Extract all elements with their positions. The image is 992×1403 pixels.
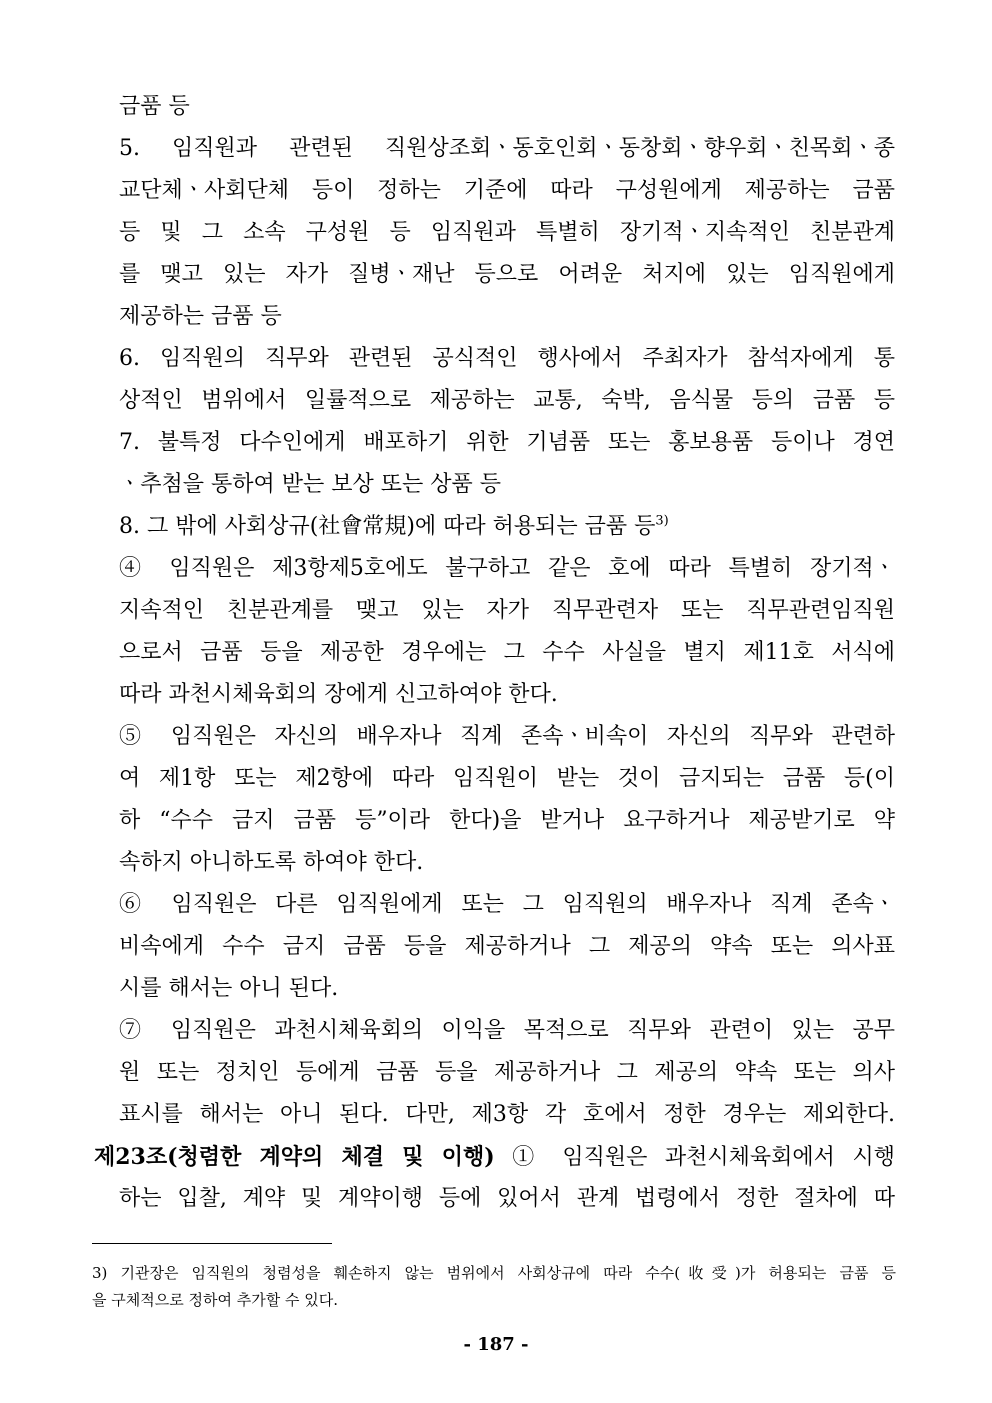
body-line: 금품 등 [119, 94, 190, 119]
body-line: ⑦ 임직원은 과천시체육회의 이익을 목적으로 직무와 관련이 있는 공무 [119, 1018, 895, 1043]
article-continuation: 하는 입찰, 계약 및 계약이행 등에 있어서 관계 법령에서 정한 절차에 따 [119, 1186, 895, 1211]
body-line: ⑥ 임직원은 다른 임직원에게 또는 그 임직원의 배우자나 직계 존속ㆍ [119, 892, 895, 917]
footnote-reference: 3) [655, 513, 669, 529]
body-line: 시를 해서는 아니 된다. [119, 976, 339, 1001]
body-line: 으로서 금품 등을 제공한 경우에는 그 수수 사실을 별지 제11호 서식에 [119, 640, 895, 665]
body-line: 따라 과천시체육회의 장에게 신고하여야 한다. [119, 682, 558, 707]
body-line: 를 맺고 있는 자가 질병ㆍ재난 등으로 어려운 처지에 있는 임직원에게 [119, 262, 895, 287]
body-line: 속하지 아니하도록 하여야 한다. [119, 850, 424, 875]
body-line: 지속적인 친분관계를 맺고 있는 자가 직무관련자 또는 직무관련임직원 [119, 598, 895, 623]
body-line: 등 및 그 소속 구성원 등 임직원과 특별히 장기적ㆍ지속적인 친분관계 [119, 220, 895, 245]
article-heading-line [94, 1142, 895, 1173]
body-line: 5. 임직원과 관련된 직원상조회ㆍ동호인회ㆍ동창회ㆍ향우회ㆍ친목회ㆍ종 [119, 136, 895, 161]
footnote-line: 을 구체적으로 정하여 추가할 수 있다. [92, 1291, 338, 1309]
body-line: ⑤ 임직원은 자신의 배우자나 직계 존속ㆍ비속이 자신의 직무와 관련하 [119, 724, 895, 749]
body-line: 상적인 범위에서 일률적으로 제공하는 교통, 숙박, 음식물 등의 금품 등 [119, 388, 895, 413]
body-line: ㆍ추첨을 통하여 받는 보상 또는 상품 등 [119, 472, 501, 497]
body-line: 여 제1항 또는 제2항에 따라 임직원이 받는 것이 금지되는 금품 등(이 [119, 766, 895, 791]
footnote-divider [92, 1243, 332, 1244]
body-line: 표시를 해서는 아니 된다. 다만, 제3항 각 호에서 정한 경우는 제외한다. [119, 1102, 895, 1127]
body-line: 제공하는 금품 등 [119, 304, 282, 329]
body-line: 비속에게 수수 금지 금품 등을 제공하거나 그 제공의 약속 또는 의사표 [119, 934, 895, 959]
body-line: 원 또는 정치인 등에게 금품 등을 제공하거나 그 제공의 약속 또는 의사 [119, 1060, 895, 1085]
body-line: ④ 임직원은 제3항제5호에도 불구하고 같은 호에 따라 특별히 장기적ㆍ [119, 556, 895, 581]
body-line: 교단체ㆍ사회단체 등이 정하는 기준에 따라 구성원에게 제공하는 금품 [119, 178, 895, 203]
body-line: 7. 불특정 다수인에게 배포하기 위한 기념품 또는 홍보용품 등이나 경연 [119, 430, 895, 455]
body-line: 6. 임직원의 직무와 관련된 공식적인 행사에서 주최자가 참석자에게 통 [119, 346, 895, 371]
body-line: 하 “수수 금지 금품 등”이라 한다)을 받거나 요구하거나 제공받기로 약 [119, 808, 895, 833]
body-line-with-footnote [119, 512, 895, 542]
body-line-text: 8. 그 밖에 사회상규(社會常規)에 따라 허용되는 금품 등 [119, 514, 656, 539]
page-number: - 187 - [463, 1334, 529, 1355]
footnote-line: 3) 기관장은 임직원의 청렴성을 훼손하지 않는 범위에서 사회상규에 따라 수수(收受)가 허용되는 금품 등 [92, 1264, 896, 1282]
article-heading: 제23조(청렴한 계약의 체결 및 이행) [94, 1144, 495, 1170]
article-text: ① 임직원은 과천시체육회에서 시행 [494, 1145, 895, 1170]
